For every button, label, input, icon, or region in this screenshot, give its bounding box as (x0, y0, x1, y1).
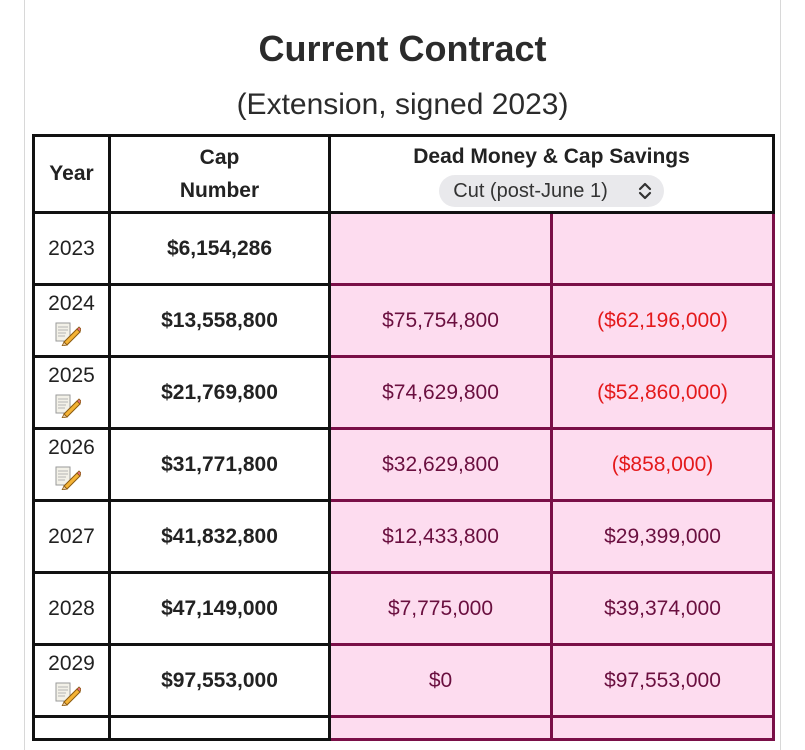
cap-number-cell: $21,769,800 (110, 357, 330, 429)
cap-number-cell: $31,771,800 (110, 429, 330, 501)
year-cell (34, 717, 110, 740)
dead-money-cell: $7,775,000 (330, 573, 552, 645)
dead-money-cell: $0 (330, 645, 552, 717)
cap-savings-cell: $29,399,000 (552, 501, 774, 573)
year-cell (34, 501, 110, 573)
column-header-dead-money (330, 136, 774, 213)
table-row (34, 501, 774, 573)
edit-pencil-icon[interactable] (55, 322, 81, 346)
cap-number-cell: $41,832,800 (110, 501, 330, 573)
cap-number-cell: $13,558,800 (110, 285, 330, 357)
year-cell (34, 357, 110, 429)
dead-money-cell: $12,433,800 (330, 501, 552, 573)
table-row (34, 717, 774, 740)
column-header-cap-line2: Number (179, 179, 260, 202)
cap-number-cell: $6,154,286 (110, 213, 330, 285)
cap-savings-cell: $39,374,000 (552, 573, 774, 645)
year-value: 2028 (48, 596, 95, 620)
dead-money-cell: $32,629,800 (330, 429, 552, 501)
cap-savings-cell: ($858,000) (552, 429, 774, 501)
chevron-up-down-icon (638, 181, 652, 201)
cap-savings-cell (552, 717, 774, 740)
edit-pencil-icon[interactable] (55, 466, 81, 490)
edit-pencil-icon[interactable] (55, 394, 81, 418)
column-header-cap-number (110, 136, 330, 213)
cap-number-cell: $47,149,000 (110, 573, 330, 645)
year-value: 2025 (48, 364, 95, 387)
column-header-year: Year (34, 136, 110, 213)
column-header-cap-line1: Cap (199, 146, 240, 169)
year-value: 2023 (48, 236, 95, 260)
year-cell (34, 213, 110, 285)
dead-money-cell (330, 717, 552, 740)
year-cell (34, 573, 110, 645)
table-row (34, 357, 774, 429)
dead-money-heading: Dead Money & Cap Savings (413, 145, 690, 168)
dead-money-cell: $75,754,800 (330, 285, 552, 357)
cap-number-cell: $97,553,000 (110, 645, 330, 717)
cap-savings-cell: ($52,860,000) (552, 357, 774, 429)
dead-money-cell: $74,629,800 (330, 357, 552, 429)
edit-pencil-icon[interactable] (55, 682, 81, 706)
cap-savings-cell: ($62,196,000) (552, 285, 774, 357)
table-row (34, 573, 774, 645)
table-row (34, 285, 774, 357)
page-subtitle: (Extension, signed 2023) (236, 88, 569, 121)
year-value: 2027 (48, 524, 95, 548)
scenario-select[interactable] (439, 175, 664, 207)
table-row (34, 213, 774, 285)
table-header-row (34, 136, 774, 213)
scenario-select-value: Cut (post-June 1) (453, 179, 608, 202)
table-row (34, 645, 774, 717)
year-cell (34, 429, 110, 501)
contract-table (32, 134, 775, 741)
year-cell (34, 285, 110, 357)
dead-money-cell (330, 213, 552, 285)
cap-number-cell (110, 717, 330, 740)
page-title: Current Contract (258, 28, 547, 69)
year-value: 2026 (48, 436, 95, 459)
year-cell (34, 645, 110, 717)
cap-savings-cell (552, 213, 774, 285)
table-body (34, 213, 774, 740)
table-row (34, 429, 774, 501)
cap-savings-cell: $97,553,000 (552, 645, 774, 717)
year-value: 2024 (48, 292, 95, 315)
year-value: 2029 (48, 652, 95, 675)
